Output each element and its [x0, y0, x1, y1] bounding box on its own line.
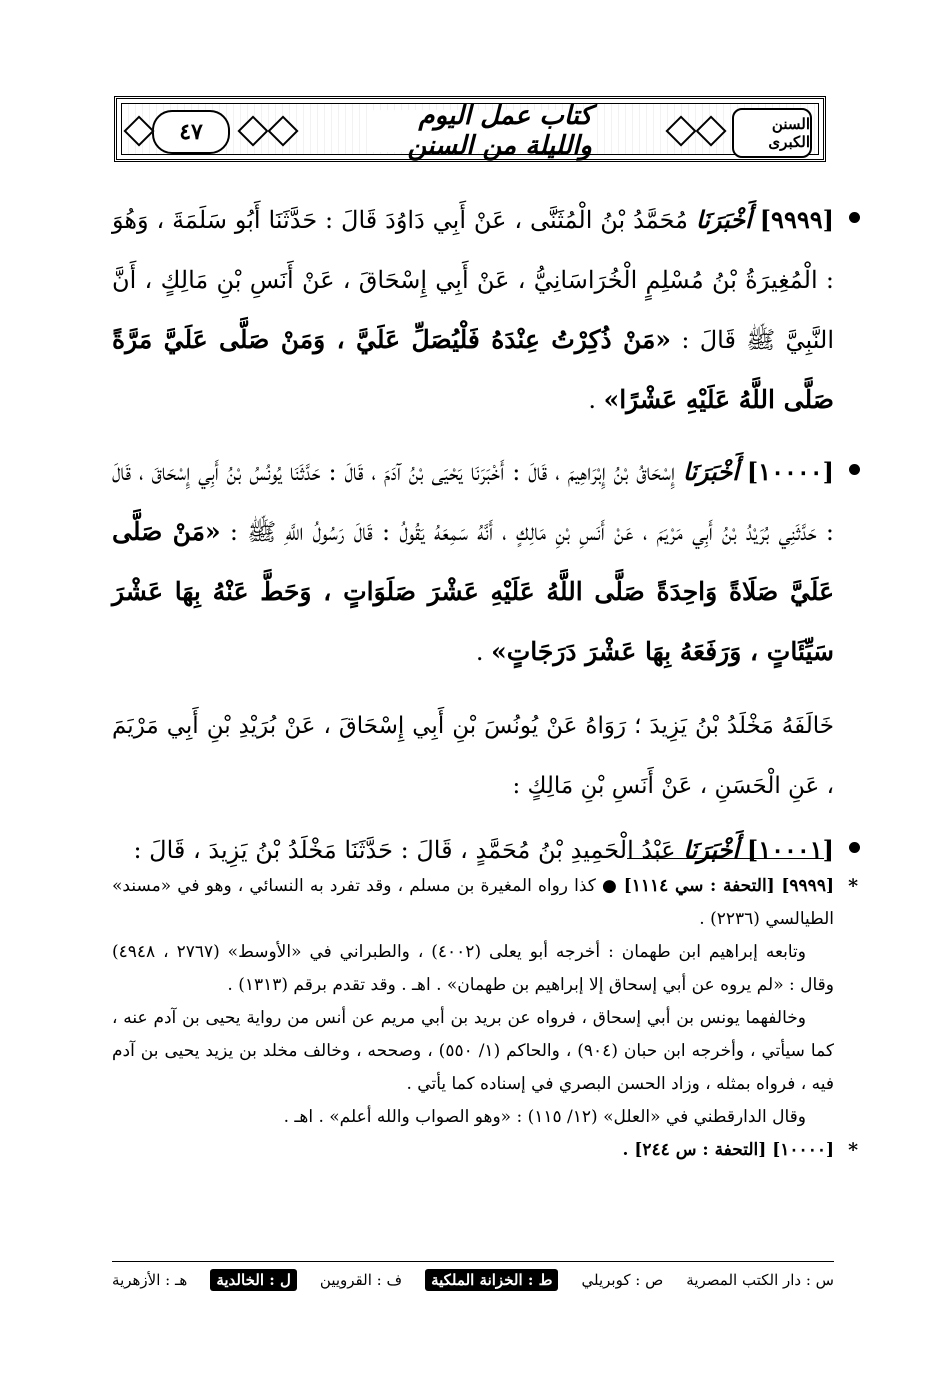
running-title: كتاب عمل اليوم والليلة من السنن [372, 110, 592, 152]
siglum: ف : القرويين [319, 1271, 403, 1289]
entry-number: [٩٩٩٩] [759, 205, 834, 234]
commentary-paragraph: خَالَفَهُ مَخْلَدُ بْنُ يَزِيدَ ؛ رَوَاهُ عَنْ يُونُسَ بْنِ أَبِي إِسْحَاقَ ، عَنْ بُرَيْدِ بْنِ أَبِي مَرْيَمَ ، عَنِ الْحَسَنِ ، عَنْ أَنَسِ بْنِ مَالِكٍ : [112, 713, 834, 799]
bullet-icon [849, 842, 860, 853]
main-text [112, 190, 834, 880]
isnad-text: إِسْحَاقُ بْنُ إِبْرَاهِيمَ ، قَالَ : أَخْبَرَنَا يَحْيَى بْنُ آدَمَ ، قَالَ : حَدَّثَنَا يُونُسُ بْنُ أَبِي إِسْحَاقَ ، قَالَ : حَدَّثَنِي بُرَيْدُ بْنُ أَبِي مَرْيَمَ ، عَنْ أَنَسِ بْنِ مَالِكٍ ، أَنَّهُ سَمِعَهُ يَقُولُ : قَالَ رَسُولُ اللَّهِ ﷺ : [112, 458, 834, 546]
hadith-matn: «مَنْ ذُكِرْتُ عِنْدَهُ فَلْيُصَلِّ عَلَيَّ ، وَمَنْ صَلَّى عَلَيَّ مَرَّةً صَلَّى اللَّهُ عَلَيْهِ عَشْرًا» [112, 325, 834, 414]
footnote: وخالفهما يونس بن أبي إسحاق ، فرواه عن بريد بن أبي مريم عن أنس من رواية يحيى بن آدم عنه ، كما سيأتي ، وأخرجه ابن حبان (٩٠٤) ، والحاكم (١/ ٥٥٠) ، وصححه ، وخالف مخلد بن يزيد يحيى بن آدم فيه ، فرواه بمثله ، وزاد الحسن البصري في إسناده كما يأتي . [112, 1008, 834, 1094]
akhbarana-word: أَخْبَرَنَا [683, 835, 740, 864]
isnad-text: مُحَمَّدُ بْنُ الْمُثَنَّى ، عَنْ أَبِي دَاوُدَ قَالَ : حَدَّثَنَا أَبُو سَلَمَةَ ، وَهُوَ : الْمُغِيرَةُ بْنُ مُسْلِمٍ الْخُرَاسَانِيُّ ، عَنْ أَبِي إِسْحَاقَ ، عَنْ أَنَسِ بْنِ مَالِكٍ ، أَنَّ النَّبِيَّ ﷺ قَالَ : [112, 206, 834, 354]
ornament-knot-icon [237, 115, 268, 146]
entry-number: [١٠٠٠٠] [746, 457, 834, 486]
entry-end: . [588, 386, 604, 414]
footnote-separator [627, 858, 824, 859]
hadith-entry [112, 442, 834, 682]
siglum: هـ : الأزهرية [112, 1271, 188, 1289]
siglum: ل : الخالدية [210, 1269, 297, 1291]
footnotes [112, 870, 858, 1167]
footnote [112, 1134, 858, 1167]
entry-end: . [475, 638, 492, 666]
footnote: وتابعه إبراهيم ابن طهمان : أخرجه أبو يعلى (٤٠٠٢) ، والطبراني في «الأوسط» (٢٧٦٧ ، ٤٩٤٨) وقال : «لم يروه عن أبي إسحاق إلا إبراهيم بن طهمان» . اهـ . وقد تقدم برقم (١٣١٣) . [112, 942, 834, 995]
footnote [112, 870, 858, 936]
siglum: س : دار الكتب المصرية [686, 1271, 834, 1289]
sigla-separator [112, 1261, 834, 1262]
footnote-text: ● كذا رواه المغيرة بن مسلم ، وقد تفرد به النسائي ، وهو في «مسند» الطيالسي (٢٢٣٦) . [112, 876, 834, 929]
ornament-knot-icon [267, 115, 298, 146]
akhbarana-word: أَخْبَرَنَا [695, 205, 752, 234]
bullet-icon [849, 212, 860, 223]
isnad-text: عَبْدُ الْحَمِيدِ بْنُ مُحَمَّدٍ ، قَالَ : حَدَّثَنَا مَخْلَدُ بْنُ يَزِيدَ ، قَالَ : [133, 836, 676, 864]
footnote-ref: [١٠٠٠٠] [التحفة : س ٢٤٤] . [622, 1140, 834, 1160]
ornament-knot-icon [695, 115, 726, 146]
header-ornament [121, 101, 819, 161]
footnote: وقال الدارقطني في «العلل» (١٢/ ١١٥) : «وهو الصواب والله أعلم» . اهـ . [283, 1107, 806, 1127]
manuscript-sigla [112, 1266, 834, 1294]
hadith-entry [112, 190, 834, 430]
page-header [114, 96, 826, 162]
bullet-icon [849, 464, 860, 475]
ornament-knot-icon [123, 115, 154, 146]
siglum: ص : كوبريلي [581, 1271, 664, 1289]
ornament-knot-icon [665, 115, 696, 146]
hadith-matn: «مَنْ صَلَّى عَلَيَّ صَلَاةً وَاحِدَةً صَلَّى اللَّهُ عَلَيْهِ عَشْرَ صَلَوَاتٍ ، وَحَطَّ عَنْهُ بِهَا عَشْرَ سَيِّئَاتٍ ، وَرَفَعَهُ بِهَا عَشْرَ دَرَجَاتٍ» [112, 517, 834, 666]
book-logo: السنن الكبرى [732, 108, 812, 158]
akhbarana-word: أَخْبَرَنَا [682, 457, 739, 486]
footnote-ref: [٩٩٩٩] [التحفة : سي ١١١٤] [623, 876, 834, 896]
entry-number: [١٠٠٠١] [746, 835, 834, 864]
asterisk-icon: * [848, 1139, 858, 1161]
page-number: ٤٧ [152, 110, 230, 154]
asterisk-icon: * [848, 875, 858, 897]
siglum: ط : الخزانة الملكية [425, 1269, 558, 1291]
